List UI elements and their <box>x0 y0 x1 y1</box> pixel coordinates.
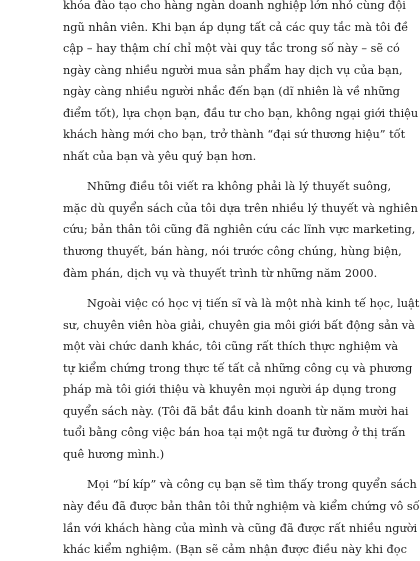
text-line: một vài chức danh khác, tôi cũng rất thích thực nghiệm và <box>63 340 399 354</box>
text-line: thương thuyết, bán hàng, nói trước công chúng, hùng biện, <box>63 245 402 259</box>
text-line: cứu; bản thân tôi cũng đã nghiên cứu các lĩnh vực marketing, <box>63 223 416 237</box>
text-line: pháp mà tôi giới thiệu và khuyên mọi người áp dụng trong <box>63 383 397 397</box>
text-line: quê hương mình.) <box>63 447 165 461</box>
text-line: Ngoài việc có học vị tiến sĩ và là một nhà kinh tế học, luật <box>87 297 420 311</box>
paragraph-2 <box>63 176 418 284</box>
text-line: khác kiểm nghiệm. (Bạn sẽ cảm nhận được điều này khi đọc <box>63 543 407 557</box>
text-line: ngày càng nhiều người nhắc đến bạn (dĩ nhiên là về những <box>63 85 400 99</box>
text-line: sư, chuyên viên hòa giải, chuyên gia môi giới bất động sản và <box>63 318 415 332</box>
text-line: tự kiểm chứng trong thực tế tất cả những công cụ và phương <box>63 361 413 375</box>
paragraph-3 <box>63 293 420 465</box>
text-line: nhất của bạn và yêu quý bạn hơn. <box>63 149 257 163</box>
text-line: Mọi “bí kíp” và công cụ bạn sẽ tìm thấy trong quyển sách <box>87 478 417 492</box>
text-line: này đều đã được bản thân tôi thử nghiệm và kiểm chứng vô số <box>63 500 420 514</box>
paragraph-gap <box>63 167 363 176</box>
text-line: ngũ nhân viên. Khi bạn áp dụng tất cả các quy tắc mà tôi đề <box>63 20 409 34</box>
text-line: khách hàng mới cho bạn, trở thành “đại sứ thương hiệu” tốt <box>63 128 406 142</box>
text-line: mặc dù quyển sách của tôi dựa trên nhiều lý thuyết và nghiên <box>63 201 418 215</box>
paragraph-1 <box>63 0 419 167</box>
text-line: ngày càng nhiều người mua sản phẩm hay dịch vụ của bạn, <box>63 63 403 77</box>
paragraph-gap <box>63 284 363 293</box>
text-line: lần với khách hàng của mình và cũng đã được rất nhiều người <box>63 521 418 535</box>
body-text <box>63 0 420 561</box>
text-line: cập – hay thậm chí chỉ một vài quy tắc trong số này – sẽ có <box>63 42 400 56</box>
text-line: tuổi bằng công việc bán hoa tại một ngã tư đường ở thị trấn <box>63 426 406 440</box>
text-line: đàm phán, dịch vụ và thuyết trình từ những năm 2000. <box>63 266 378 280</box>
paragraph-4 <box>63 474 420 560</box>
text-line: điểm tốt), lựa chọn bạn, đầu tư cho bạn, không ngại giới thiệu <box>63 106 419 120</box>
text-line: quyển sách này. (Tôi đã bắt đầu kinh doanh từ năm mười hai <box>63 404 409 418</box>
text-line: Những điều tôi viết ra không phải là lý thuyết suông, <box>87 180 392 194</box>
text-line: khóa đào tạo cho hàng ngàn doanh nghiệp lớn nhỏ cùng đội <box>63 0 406 12</box>
paragraph-gap <box>63 465 363 474</box>
